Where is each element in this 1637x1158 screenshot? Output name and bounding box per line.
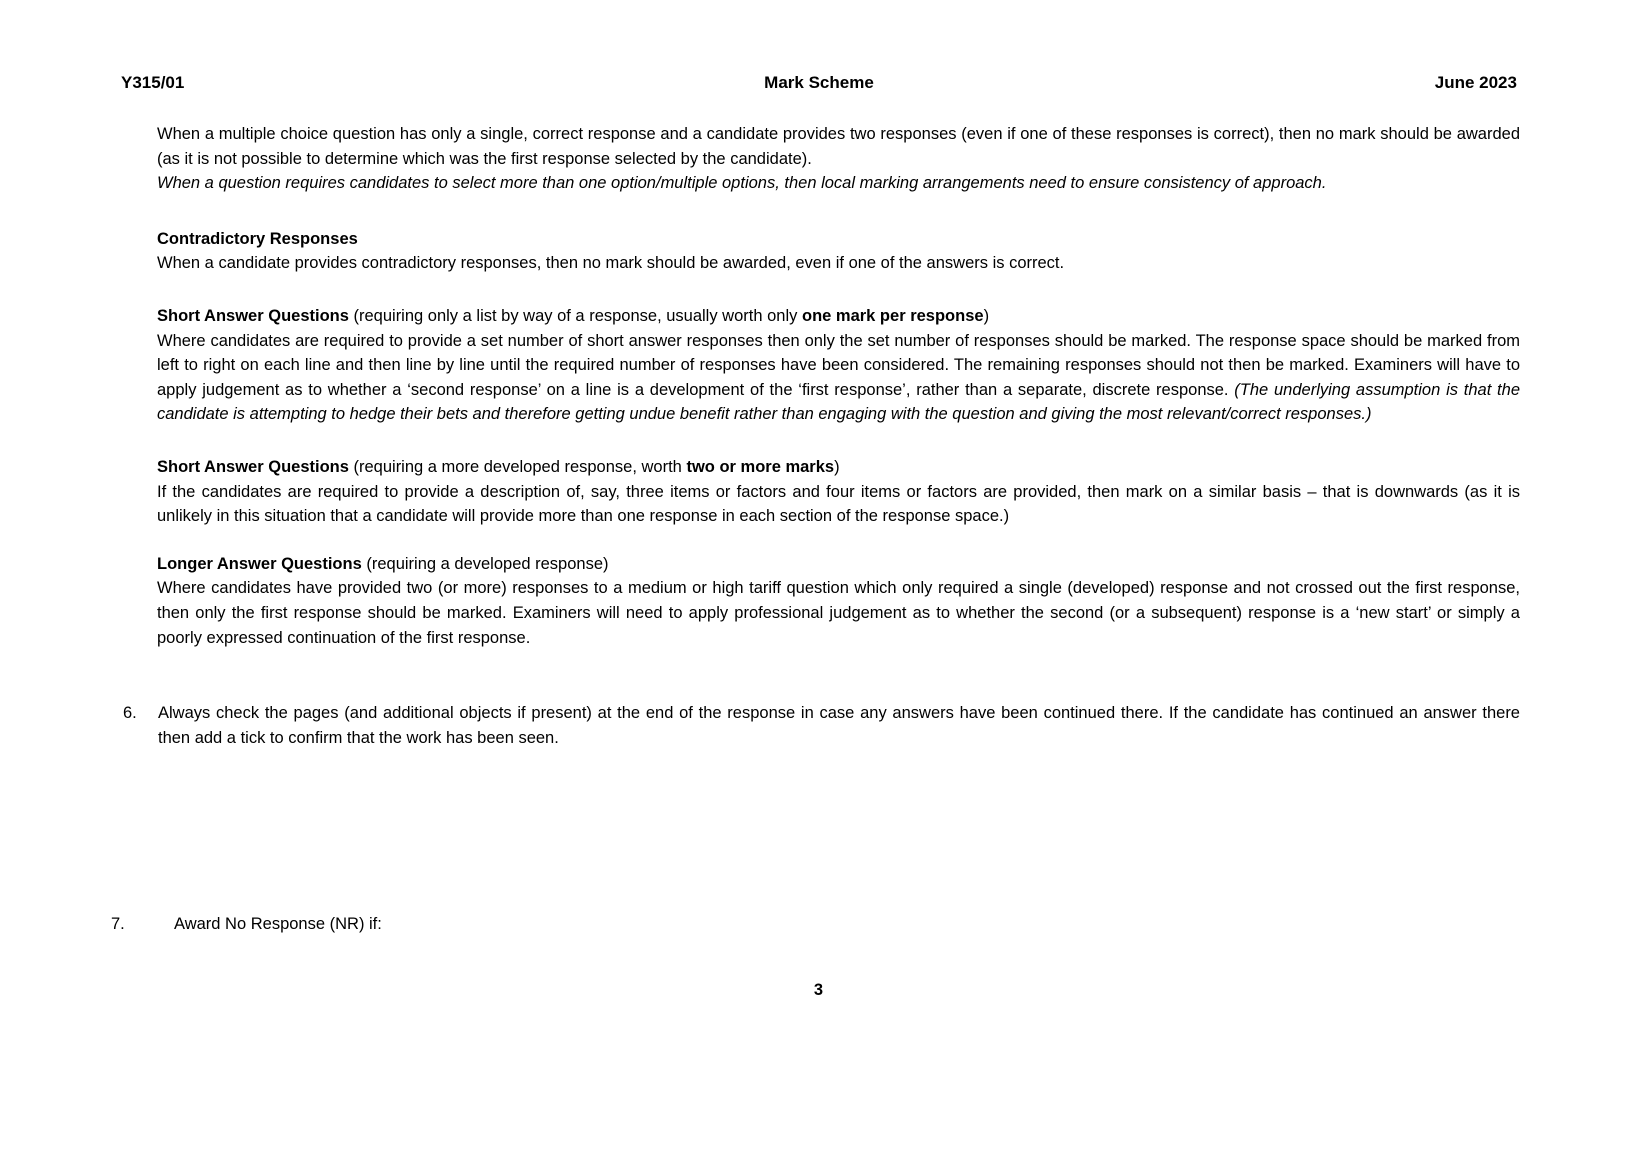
- text-run: one mark per response: [801, 306, 984, 325]
- text-run: When a multiple choice question has only a single, correct response and a candidate provides two responses (even if one of these responses is correct), then no mark should be awarded (as it is not possible to determine which was the first response selected by the candidate).: [157, 125, 1520, 168]
- longer-answer-heading: [157, 552, 1520, 577]
- text-run: ): [834, 457, 840, 476]
- multiple-options-paragraph: [157, 171, 1520, 196]
- text-run: If the candidates are required to provide a description of, say, three items or factors and four items or factors are provided, then mark on a similar basis – that is downwards (as it is unlikely in this situation that a candidate will provide more than one response in each section of the response space.): [157, 482, 1520, 526]
- text-run: Short Answer Questions: [157, 306, 349, 325]
- short-answer-list-body: [157, 329, 1520, 427]
- list-number: 6.: [123, 704, 137, 723]
- paper-code: Y315/01: [121, 73, 185, 92]
- list-item-text: [158, 701, 1520, 750]
- text-run: (requiring a more developed response, worth: [348, 457, 687, 476]
- document-body: [0, 122, 1520, 937]
- text-run: (requiring a developed response): [361, 554, 609, 573]
- multiple-choice-paragraph: [157, 122, 1520, 171]
- item-7: [111, 912, 1520, 937]
- text-run: When a question requires candidates to select more than one option/multiple options, then local marking arrangements need to ensure consistency of approach.: [157, 174, 1327, 193]
- item-6: [123, 701, 1520, 750]
- session-date: June 2023: [1434, 73, 1517, 92]
- text-run: Contradictory Responses: [157, 229, 358, 248]
- page-title: Mark Scheme: [764, 73, 874, 92]
- short-answer-developed-heading: [157, 455, 1520, 480]
- contradictory-responses-body: [157, 251, 1520, 276]
- list-number: 7.: [111, 915, 125, 934]
- short-answer-list-heading: [157, 304, 1520, 329]
- short-answer-developed-body: [157, 480, 1520, 529]
- page-number: 3: [813, 980, 824, 999]
- text-run: (The underlying assumption is that the candidate is attempting to hedge their bets and therefore getting undue benefit rather than engaging with the question and giving the most relevant/correct responses.): [157, 380, 1520, 424]
- text-run: When a candidate provides contradictory responses, then no mark should be awarded, even if one of the answers is correct.: [157, 254, 1065, 273]
- contradictory-responses-heading: [157, 227, 1520, 252]
- longer-answer-body: [157, 576, 1520, 650]
- list-item-text: [174, 912, 1520, 937]
- text-run: Always check the pages (and additional objects if present) at the end of the response in case any answers have been continued there. If the candidate has continued an answer there then add a tick to confirm that the work has been seen.: [158, 704, 1520, 747]
- text-run: Where candidates are required to provide a set number of short answer responses then only the set number of responses should be marked. The response space should be marked from left to right on each line and then line by line until the required number of responses have been considered. The remaining responses should not then be marked. Examiners will have to apply judgement as to whether a ‘second response’ on a line is a development of the ‘first response’, rather than a separate, discrete response.: [157, 331, 1520, 399]
- text-run: Short Answer Questions: [157, 457, 349, 476]
- text-run: two or more marks: [686, 457, 835, 476]
- text-run: Award No Response (NR) if:: [174, 915, 382, 934]
- text-run: Longer Answer Questions: [157, 554, 362, 573]
- text-run: (requiring only a list by way of a response, usually worth only: [348, 306, 802, 325]
- page-header: [0, 73, 1637, 93]
- text-run: Where candidates have provided two (or more) responses to a medium or high tariff question which only required a single (developed) response and not crossed out the first response, then only the first response should be marked. Examiners will need to apply professional judgement as to whether the second (or a subsequent) response is a ‘new start’ or simply a poorly expressed continuation of the first response.: [157, 579, 1520, 647]
- text-run: ): [983, 306, 990, 325]
